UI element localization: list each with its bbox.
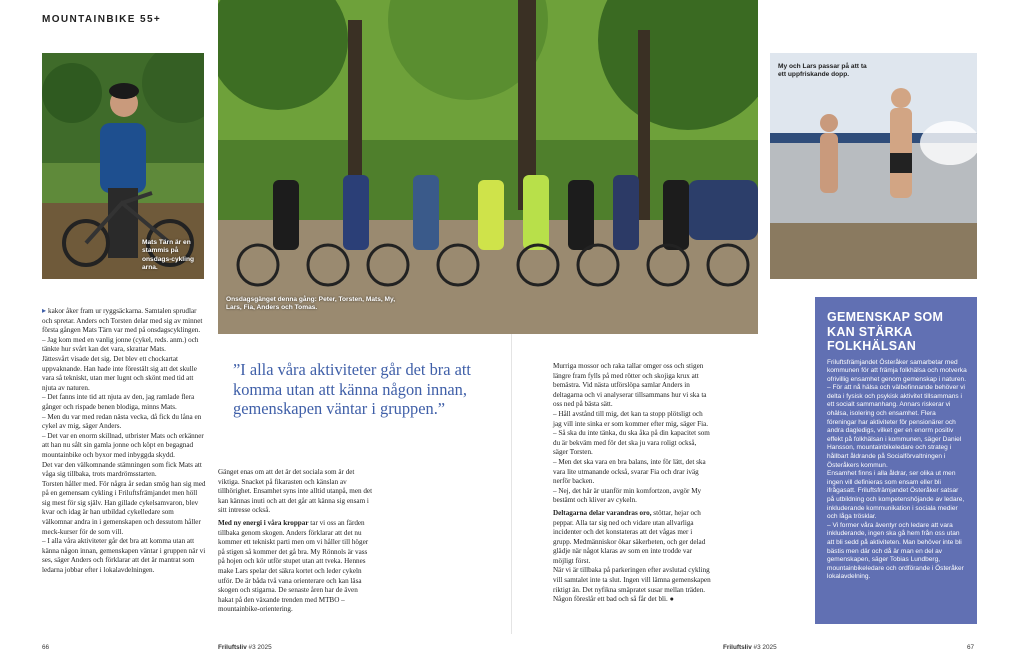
issue-number: #3 2025 [248, 644, 272, 651]
swim-image [770, 53, 977, 279]
group-caption: Onsdagsgänget denna gång: Peter, Torsten, Mats, My, Lars, Fia, Anders och Tomas. [226, 296, 396, 312]
paragraph: – Så ska du inte tänka, du ska åka på din kapacitet som du är bekväm med för det ska ju vara roligt också, säger Torsten. [553, 429, 710, 457]
magazine-name: Friluftsliv [723, 644, 752, 651]
group-photo [218, 0, 758, 334]
swim-caption: My och Lars passar på att ta ett uppfriskande dopp. [778, 63, 867, 79]
footer-left-page-number: 66 [42, 644, 50, 651]
paragraph: – Men du var med redan nästa vecka, då fick du låna en cykel av mig, säger Anders. [42, 412, 202, 431]
swim-photo [770, 53, 977, 279]
footer-left-magazine [218, 644, 272, 651]
factbox-paragraph: – Vi former våra äventyr och ledare att vara inkluderande, ingen ska gå hem från oss utan att bli sedd på aktiviteten. Man behöver inte bli bästis men där och då är man en del av gemenskapen, säger Tobias Lundberg, mountainbikeledare och ordförande i Österåker lokalavdelning. [827, 521, 964, 581]
paragraph: – I alla våra aktiviteter går det bra att komma utan att känna någon innan, gemenskapen väntar i gruppen när vi ses, säger Anders och förklarar att det är mantrat som ledarna jobbar efter i lokalavdelningen. [42, 537, 206, 575]
page-gutter [511, 334, 512, 634]
paragraph: Gänget enas om att det är det sociala som är det viktiga. Snacket på fikarasten och känslan av tillhörighet. Ensamhet syns inte alltid utanpå, men det kan kännas inuti och att det går att känna sig ensam i sitt intresse också. [218, 468, 373, 515]
footer-right-page-number: 67 [967, 644, 975, 651]
paragraph: Murriga mossor och raka tallar omger oss och stigen längre fram fylls på med rötter och skojiga krux att bemästra. Vid nästa utförslöpa samlar Anders in deltagarna och vi analyserar tillsammans hur vi ska ta oss ned på bästa sätt. [553, 362, 707, 409]
factbox-paragraph: Ensamhet finns i alla åldrar, ser olika ut men ingen vill definieras som ensam eller bli ifrågasatt. Friluftsfrämjandet Österåker satsar på utbildning och kompetenshöjande av ledare, inkluderande kommunikation i sociala medier och låga trösklar. [827, 470, 965, 521]
column-3 [553, 362, 711, 605]
section-label: MOUNTAINBIKE 55+ [42, 14, 162, 25]
paragraph: – Det var en enorm skillnad, utbrister Mats och erkänner att han nu sålt sin gamla jonne och köpt en begagnad mountainbike och byxor med inbyggda skydd. [42, 431, 204, 459]
magazine-name: Friluftsliv [218, 644, 247, 651]
paragraph: Torsten håller med. För några år sedan smög han sig med på en gemensam cykling i Friluftsfrämjandet men höll sig mest för sig själv. Han gillade cykelsamvaron, blev kvar och idag är han utbildad cykelledare som välkomnar andra in i gemenskapen och dessutom håller meck-kurser för de som vill. [42, 479, 206, 536]
issue-number: #3 2025 [753, 644, 777, 651]
factbox-paragraph: Friluftsfrämjandet Österåker samarbetar med kommunen för att främja folkhälsa och motverka ofrivillig ensamhet genom gemenskap i naturen. [827, 358, 967, 383]
paragraph: Deltagarna delar varandras oro, stöttar, hejar och peppar. Alla tar sig ned och vidare utan allvarliga incidenter och det konstateras att det vågas mer i grupp. Medmänniskor ökar säkerheten, och ger delad glädje när något klaras av som en inte trodde var möjligt först. [553, 508, 706, 565]
group-image [218, 0, 758, 334]
paragraph: – Men det ska vara en bra balans, inte för lätt, det ska vara lite utmanande också, svarar Fia och drar iväg nerför backen. [553, 457, 706, 486]
portrait-photo [42, 53, 204, 279]
paragraph: När vi är tillbaka på parkeringen efter avslutad cykling vill samtalet inte ta slut. Ingen vill lämna gemenskapen riktigt än. Det nyfikna smäpratet susar mellan träden. Någon föreslår ett bad och så får det bli. ● [553, 566, 711, 604]
paragraph: – Jag kom med en vanlig jonne (cykel, reds. anm.) och tänkte hur svårt kan det vara, skrattar Mats. [42, 335, 199, 354]
paragraph: ▸ kakor åker fram ur ryggsäckarna. Samtalen sprudlar och spretar. Anders och Torsten delar med sig av minnet första gången Mats Tärn var med på onsdagscyklingen. [42, 306, 203, 335]
column-1 [42, 306, 206, 576]
portrait-caption: Mats Tärn är en stammis på onsdags-cykling arna. [142, 239, 195, 272]
factbox-title: GEMENSKAP SOM KAN STÄRKA FOLKHÄLSAN [827, 310, 944, 353]
factbox-paragraph: – För att nå hälsa och välbefinnande behöver vi delta i fysisk och psykisk aktivitet tillsammans i ett socialt sammanhang. Annars riskerar vi ohälsa, isolering och ensamhet. Flera föreningar har aktiviteter för pensionärer och andra dagledigs, vilket ger en enorm positiv effekt på folkhälsan i kommunen, säger Daniel Hansson, mountainbikeledare och strateg i hållbart åldrande på Socialförvaltningen i Österåkers kommun. [827, 384, 965, 469]
paragraph: – Håll avstånd till mig, det kan ta stopp plötsligt och jag vill inte sinka er som kommer efter mig, säger Fia. [553, 409, 709, 428]
column-2 [218, 468, 374, 615]
paragraph: Med ny energi i våra kroppar tar vi oss an färden tillbaka genom skogen. Anders förklarar att det nu kommer ett tekniskt parti men om vi håller till höger på stigen så kommer det gå bra. My Rönnols är vass på hojen och kör utför stupet utan att tveka. Hennes make Lars spelar det säkra kortet och leder cykeln utför. De är båda två vana orienterare och kan läsa skogen och stigarna. De senaste åren har de även hakat på den växande trenden med MTBO – mountainbike-orientering. [218, 518, 369, 614]
paragraph: Det var den välkomnande stämningen som fick Mats att våga sig tillbaka, trots mardrömsstarten. [42, 460, 202, 479]
paragraph: – Nej, det här är utanför min komfortzon, avgör My bestämt och kliver av cykeln. [553, 486, 702, 505]
pull-quote: ”I alla våra aktiviteter går det bra att komma utan att känna någon innan, gemenskapen väntar i gruppen.” [233, 360, 471, 419]
paragraph: – Det fanns inte tid att njuta av den, jag ramlade flera gånger och rispade benen blodiga, minns Mats. [42, 393, 195, 411]
factbox [815, 297, 977, 624]
footer-right-magazine [723, 644, 777, 651]
paragraph: Jättesvårt visade det sig. Det blev ett chockartat uppvaknande. Han hade inte förestält sig att det skulle vara så tekniskt, utan mer lugnt och skönt med tid att njuta av naturen. [42, 354, 197, 392]
